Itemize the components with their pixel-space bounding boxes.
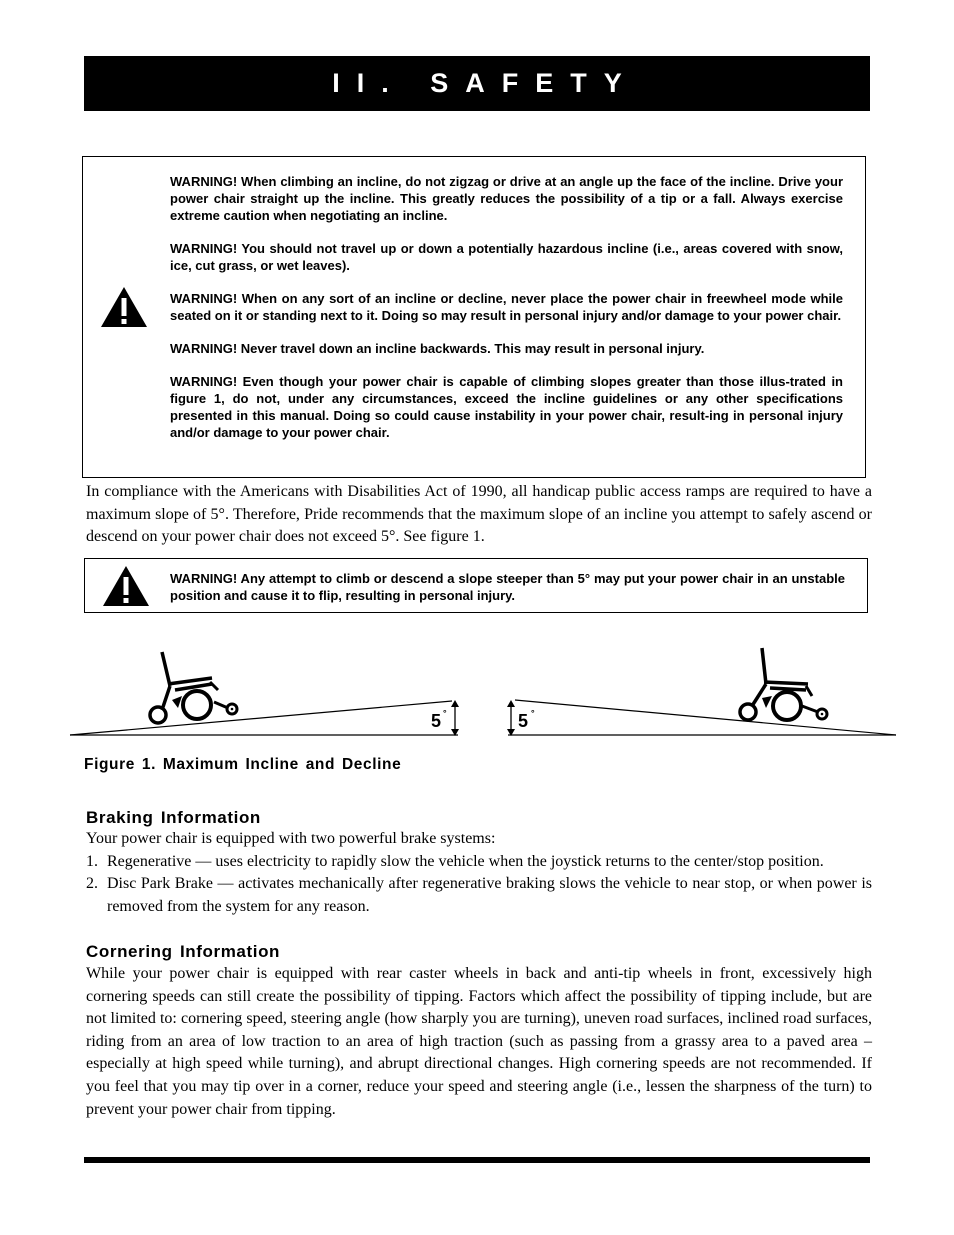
list-text: Disc Park Brake — activates mechanically after regenerative braking slows the vehicle to near stop, or when power is removed from the system for any reason. [107, 875, 872, 915]
intro-paragraph-block [86, 481, 872, 549]
list-number: 1. [86, 852, 98, 870]
decline-angle-marker [507, 700, 515, 736]
decline-angle-label: 5 [518, 711, 529, 731]
decline-diagram [507, 648, 896, 736]
cornering-heading: Cornering Information [86, 942, 281, 961]
list-number: 2. [86, 875, 98, 893]
warning-slope-steeper: WARNING! Any attempt to climb or descend a slope steeper than 5° may put your power chair in an unstable position and cause it to flip, resulting in personal injury. [170, 571, 845, 603]
braking-section [86, 828, 872, 918]
power-chair-icon [150, 652, 237, 723]
list-item [86, 851, 872, 874]
cornering-section [86, 963, 872, 1121]
incline-angle-label: 5 [431, 711, 442, 731]
decline-degree-mark: ° [531, 708, 535, 718]
section-title: II. SAFETY [332, 68, 639, 98]
incline-degree-mark: ° [443, 708, 447, 718]
incline-warnings-box [82, 156, 866, 478]
section-header [84, 56, 870, 111]
slope-warning-box [84, 558, 868, 613]
warning-triangle-icon [101, 564, 151, 608]
warning-triangle-icon [99, 285, 149, 329]
cornering-body: While your power chair is equipped with rear caster wheels in back and anti-tip wheels in front, excessively high cornering speeds can still create the possibility of tipping. Factors which affect the possibility of tipping include, but are not limited to: cornering speed, steering angle (how sharply you are turning), uneven road surfaces, inclined road surfaces, riding from an area of low traction to an area of high traction (such as passing from a grassy area to a paved area – especially at high speed while turning), and abrupt directional changes. High cornering speeds are not recommended. If you feel that you may tip over in a corner, reduce your speed and steering angle (i.e., lessen the sharpness of the turn) to prevent your power chair from tipping. [86, 965, 872, 1118]
braking-heading: Braking Information [86, 808, 261, 827]
incline-decline-figure [0, 640, 954, 750]
warning-backwards: WARNING! Never travel down an incline backwards. This may result in personal injury. [170, 341, 705, 356]
footer-rule [84, 1157, 870, 1163]
warning-zigzag: WARNING! When climbing an incline, do not zigzag or drive at an angle up the face of the incline. Drive your power chair straight up the incline. This greatly reduces the possibility of a tip or a fall. Always exercise extreme caution when negotiating an incline. [170, 174, 843, 223]
warning-slope-limits: WARNING! Even though your power chair is capable of climbing slopes greater than those illus-trated in figure 1, do not, under any circumstances, exceed the incline guidelines or any other specifications presented in this manual. Doing so could cause instability in your power chair, result-ing in personal injury and/or damage to your power chair. [170, 374, 843, 440]
warning-hazardous-incline: WARNING! You should not travel up or down a potentially hazardous incline (i.e., areas covered with snow, ice, cut grass, or wet leaves). [170, 241, 843, 273]
figure-caption: Figure 1. Maximum Incline and Decline [84, 756, 402, 773]
power-chair-icon [740, 648, 827, 720]
intro-paragraph: In compliance with the Americans with Disabilities Act of 1990, all handicap public access ramps are required to have a maximum slope of 5°. Therefore, Pride recommends that the maximum slope of an incline you attempt to safely ascend or descend on your power chair does not exceed 5°. See figure 1. [86, 483, 872, 546]
warning-freewheel: WARNING! When on any sort of an incline or decline, never place the power chair in freewheel mode while seated on it or standing next to it. Doing so may result in personal injury and/or damage to your power chair. [170, 291, 843, 323]
list-text: Regenerative — uses electricity to rapidly slow the vehicle when the joystick returns to the center/stop position. [107, 852, 824, 870]
list-item [86, 873, 872, 918]
braking-intro: Your power chair is equipped with two powerful brake systems: [86, 830, 496, 847]
incline-diagram [70, 652, 459, 736]
incline-angle-marker [451, 700, 459, 736]
